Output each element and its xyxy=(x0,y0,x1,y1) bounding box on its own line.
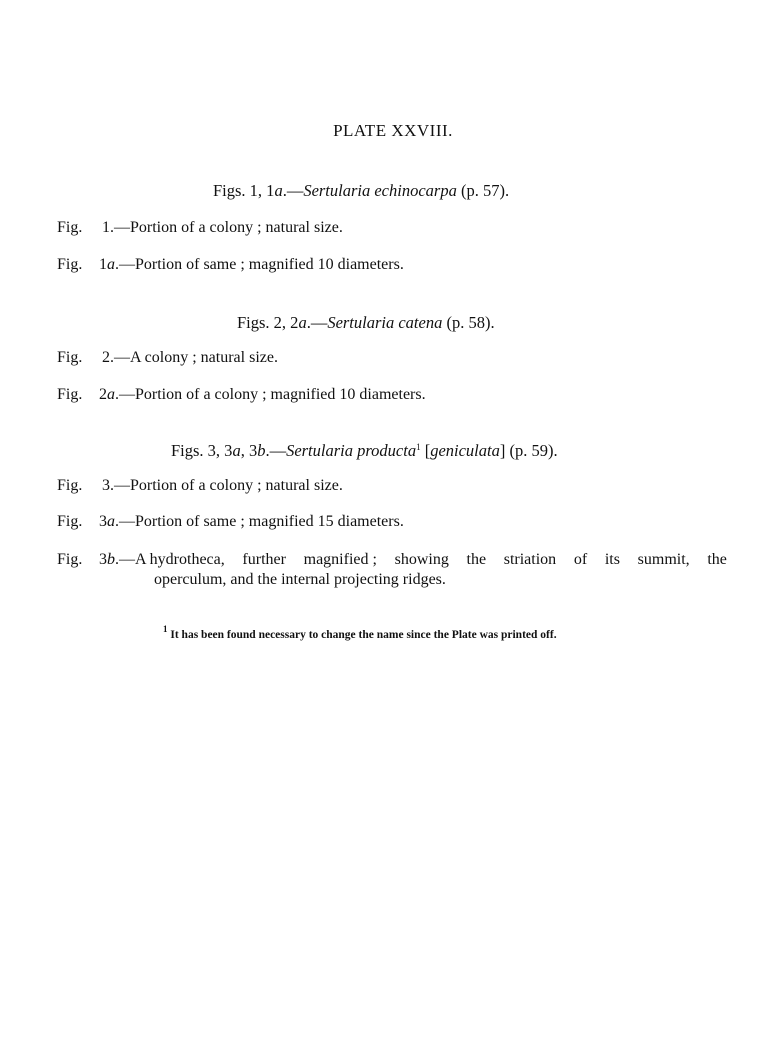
figure-number-italic: a xyxy=(107,386,115,403)
figure-label: Fig. xyxy=(57,349,83,366)
figure-label-and-number xyxy=(57,551,225,569)
figure-number: 2. xyxy=(102,349,114,366)
figure-label: Fig. xyxy=(57,513,83,530)
figure-number: 3. xyxy=(102,477,114,494)
heading-alt-close: ] xyxy=(499,441,506,460)
figure-caption xyxy=(57,386,426,404)
figure-number-italic: a xyxy=(107,256,115,273)
figure-caption xyxy=(57,349,278,367)
figure-word: striation xyxy=(503,551,557,568)
heading-mid: , 3 xyxy=(240,441,258,460)
heading-prefix-italic: a xyxy=(232,441,241,460)
figure-caption xyxy=(57,256,404,274)
heading-alt-name: geniculata xyxy=(430,441,500,460)
figure-number-italic: a xyxy=(107,513,115,530)
figure-label: Fig. xyxy=(57,477,83,494)
footnote xyxy=(163,624,557,641)
heading-dash: .— xyxy=(306,313,328,332)
figure-label: Fig. xyxy=(57,256,83,273)
figure-word: showing xyxy=(394,551,449,568)
heading-species: Sertularia echinocarpa xyxy=(303,181,457,200)
figure-word: its xyxy=(604,551,620,568)
figure-word: magnified ; xyxy=(303,551,377,568)
figure-text: .—Portion of same ; magnified 15 diameters. xyxy=(115,513,404,530)
footnote-text: It has been found necessary to change the name since the Plate was printed off. xyxy=(167,629,557,641)
heading-prefix-italic: a xyxy=(298,313,307,332)
figure-number: 1. xyxy=(102,219,114,236)
figure-word: of xyxy=(573,551,588,568)
figure-text: —Portion of a colony ; natural size. xyxy=(114,219,343,236)
heading-page: (p. 57). xyxy=(456,181,510,200)
figure-caption-multiline xyxy=(57,551,727,589)
figure-text: —Portion of a colony ; natural size. xyxy=(114,477,343,494)
figure-label: Fig. xyxy=(57,219,83,236)
heading-prefix: Figs. 1, 1 xyxy=(213,181,275,200)
plate-title: PLATE XXVIII. xyxy=(333,121,453,140)
figure-number: 3 xyxy=(99,513,107,530)
heading-prefix-italic: a xyxy=(274,181,283,200)
figure-caption xyxy=(57,477,343,495)
figure-caption-continuation: operculum, and the internal projecting ridges. xyxy=(154,571,446,588)
heading-prefix-italic: b xyxy=(257,441,266,460)
figure-label: Fig. xyxy=(57,386,83,403)
figure-caption xyxy=(57,219,343,237)
figure-text: .—Portion of same ; magnified 10 diameters. xyxy=(115,256,404,273)
figure-text: .—Portion of a colony ; magnified 10 diameters. xyxy=(115,386,426,403)
figure-text: —A colony ; natural size. xyxy=(114,349,278,366)
figure-caption xyxy=(57,513,404,531)
figure-number: 2 xyxy=(99,386,107,403)
footnote-number: 1 xyxy=(163,624,168,634)
footnote-mark: 1 xyxy=(416,442,421,452)
heading-alt-open: [ xyxy=(420,441,431,460)
figure-label: Fig. xyxy=(57,551,83,568)
figure-word: the xyxy=(466,551,487,568)
heading-dash: .— xyxy=(265,441,287,460)
figure-caption-first-line xyxy=(57,551,727,569)
heading-page: (p. 58). xyxy=(442,313,495,332)
figure-word: summit, xyxy=(637,551,690,568)
heading-species: Sertularia catena xyxy=(327,313,443,332)
figure-word: the xyxy=(707,551,727,568)
section-heading-2 xyxy=(237,313,495,333)
heading-prefix: Figs. 2, 2 xyxy=(237,313,299,332)
figure-number: 1 xyxy=(99,256,107,273)
heading-prefix: Figs. 3, 3 xyxy=(171,441,233,460)
figure-number-italic: b xyxy=(107,551,115,568)
section-heading-1 xyxy=(213,181,509,201)
heading-dash: .— xyxy=(282,181,304,200)
section-heading-3 xyxy=(171,441,558,461)
figure-word: further xyxy=(242,551,286,568)
heading-species: Sertularia producta xyxy=(286,441,417,460)
heading-page: (p. 59). xyxy=(505,441,558,460)
figure-number: 3 xyxy=(99,551,107,568)
figure-word: .—A hydrotheca, xyxy=(115,551,225,568)
